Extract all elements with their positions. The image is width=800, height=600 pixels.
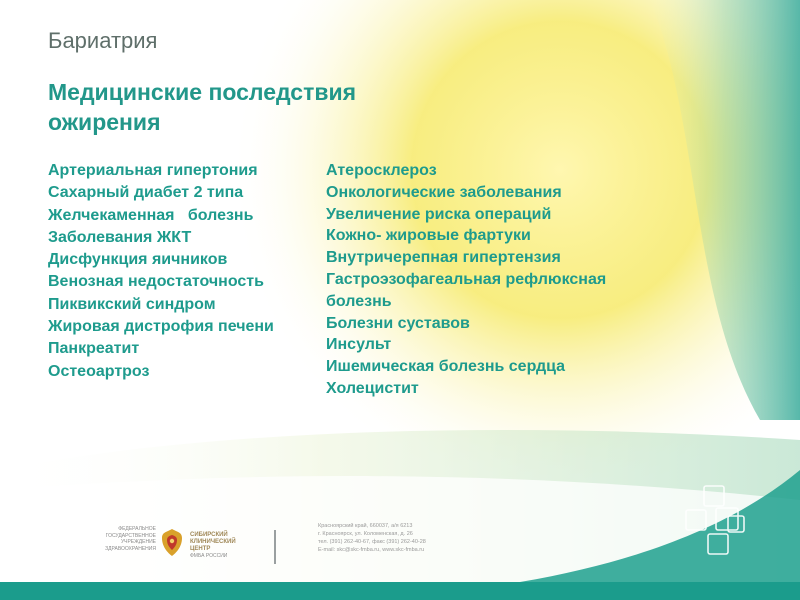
list-item: Холецистит [326, 379, 419, 397]
list-item: Пиквикский синдром [48, 295, 216, 313]
list-item: Увеличение риска операций [326, 205, 552, 223]
right-list [326, 160, 626, 400]
footer-center-line: ЦЕНТР [190, 546, 211, 552]
list-item: Панкреатит [48, 340, 140, 358]
footer-center-sub: ФМБА РОССИИ [190, 553, 228, 559]
footer-contact-line: E-mail: skc@skc-fmba.ru, www.skc-fmba.ru [318, 547, 425, 553]
left-list [48, 160, 274, 383]
bottom-band [0, 582, 800, 600]
footer-org [86, 526, 156, 552]
list-item: Онкологические заболевания [326, 183, 562, 201]
list-item: Сахарный диабет 2 типа [48, 184, 244, 202]
section-label: Бариатрия [48, 28, 158, 53]
list-item: Гастроэзофагеальная рефлюксная болезнь [326, 270, 607, 310]
list-item: Артериальная гипертония [48, 162, 258, 179]
footer-org-line: ЗДРАВООХРАНЕНИЯ [105, 545, 156, 552]
footer-org-line: ГОСУДАРСТВЕННОЕ [105, 532, 156, 539]
footer-contact-line: г. Красноярск, ул. Коломенская, д. 26 [318, 531, 413, 537]
list-item: Ишемическая болезнь сердца [326, 358, 566, 376]
list-item: Болезни суставов [326, 314, 470, 332]
footer-org-line: ФЕДЕРАЛЬНОЕ [118, 526, 156, 532]
list-item: Дисфункция яичников [48, 251, 228, 269]
list-item: Желчекаменная болезнь [48, 206, 254, 224]
footer-org-line: УЧРЕЖДЕНИЕ [120, 539, 156, 545]
footer-contact-line: Красноярский край, 660037, а/я 6213 [318, 523, 413, 529]
list-item: Инсульт [326, 336, 392, 354]
list-item: Атеросклероз [326, 162, 437, 179]
footer-center-line: КЛИНИЧЕСКИЙ [190, 539, 236, 545]
footer-contacts [318, 522, 426, 554]
footer-center [190, 532, 236, 560]
footer [0, 518, 800, 580]
emblem-icon [160, 528, 184, 558]
list-item: Кожно- жировые фартуки [326, 227, 531, 245]
list-item: Внутричерепная гипертензия [326, 249, 561, 267]
list-item: Остеоартроз [48, 362, 150, 380]
list-item: Жировая дистрофия печени [48, 318, 274, 336]
slide-title: Медицинские последствия ожирения [48, 79, 357, 135]
footer-divider [274, 530, 276, 564]
list-item: Венозная недостаточность [48, 273, 264, 291]
footer-center-line: СИБИРСКИЙ [190, 532, 228, 538]
list-item: Заболевания ЖКТ [48, 228, 192, 246]
footer-contact-line: тел. (391) 262-40-67, факс (391) 262-40-28 [318, 539, 426, 545]
